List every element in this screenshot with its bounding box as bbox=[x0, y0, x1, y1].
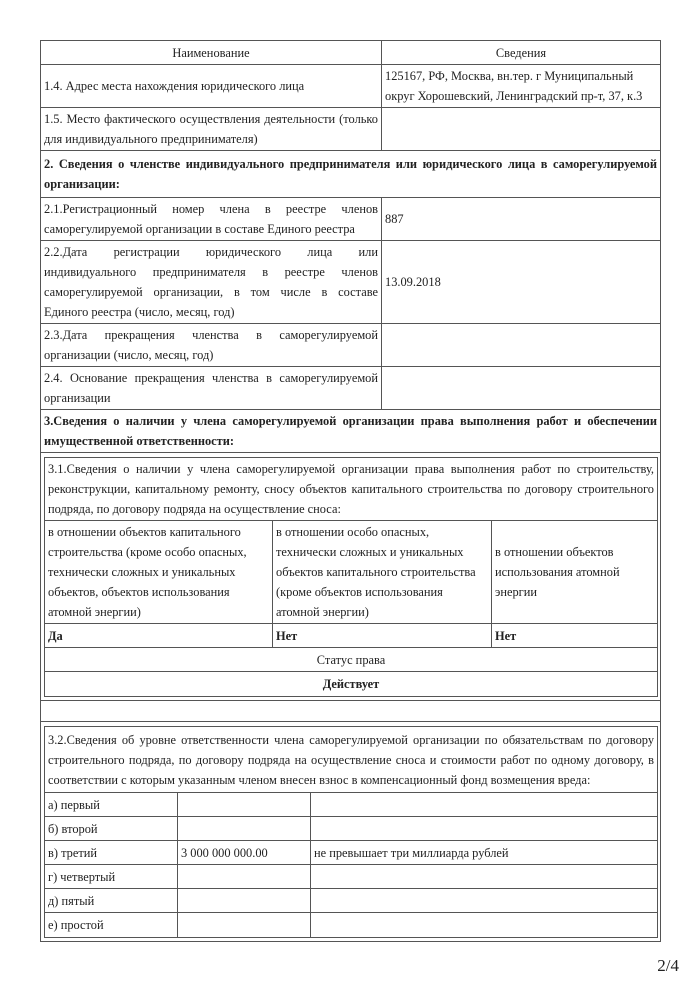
subsection-3-1-row bbox=[41, 453, 661, 701]
table-row bbox=[41, 108, 661, 151]
level-amount: 3 000 000 000.00 bbox=[178, 841, 311, 865]
level-amount bbox=[178, 865, 311, 889]
work-rights-values-row bbox=[45, 624, 657, 648]
level-description bbox=[311, 865, 657, 889]
section-2-title: 2. Сведения о членстве индивидуального предпринимателя или юридического лица в саморегулируемой организации: bbox=[41, 151, 661, 198]
row-label: 1.5. Место фактического осуществления деятельности (только для индивидуального предпринимателя) bbox=[41, 108, 382, 151]
table-row bbox=[41, 324, 661, 367]
level-description: не превышает три миллиарда рублей bbox=[311, 841, 657, 865]
status-label: Статус права bbox=[45, 648, 657, 672]
rights-column-nuclear: в отношении объектов использования атомной энергии bbox=[492, 521, 657, 624]
level-label: в) третий bbox=[45, 841, 178, 865]
subsection-3-1-title: 3.1.Сведения о наличии у члена саморегулируемой организации права выполнения работ по строительству, реконструкции, капитальному ремонту, сносу объектов капитального строительства по договору строительного подряда, по договору подряда на осуществление сноса: bbox=[45, 458, 657, 521]
table-row bbox=[41, 241, 661, 324]
level-amount bbox=[178, 889, 311, 913]
level-description bbox=[311, 913, 657, 937]
table-row bbox=[41, 65, 661, 108]
section-title-row bbox=[41, 410, 661, 453]
level-label: г) четвертый bbox=[45, 865, 178, 889]
row-label: 2.4. Основание прекращения членства в саморегулируемой организации bbox=[41, 367, 382, 410]
table-row bbox=[41, 367, 661, 410]
subsection-3-2-row bbox=[41, 722, 661, 942]
document-page bbox=[40, 40, 660, 942]
level-label: а) первый bbox=[45, 793, 178, 817]
table-header-row bbox=[41, 41, 661, 65]
table-row bbox=[45, 913, 657, 937]
level-description bbox=[311, 793, 657, 817]
work-rights-header-row bbox=[45, 521, 657, 624]
level-amount bbox=[178, 817, 311, 841]
row-value bbox=[382, 367, 661, 410]
table-row bbox=[41, 198, 661, 241]
row-value: 125167, РФ, Москва, вн.тер. г Муниципальный округ Хорошевский, Ленинградский пр-т, 37, к.3 bbox=[382, 65, 661, 108]
level-label: е) простой bbox=[45, 913, 178, 937]
subsection-3-2-title: 3.2.Сведения об уровне ответственности члена саморегулируемой организации по обязательствам по договору строительного подряда, по договору подряда на осуществление сноса и стоимости работ по одному договору, в соответствии с которым указанным членом внесен взнос в компенсационный фонд возмещения вреда: bbox=[45, 727, 657, 793]
spacer-row bbox=[41, 701, 661, 722]
level-amount bbox=[178, 913, 311, 937]
table-row bbox=[45, 793, 657, 817]
column-header-name: Наименование bbox=[41, 41, 382, 65]
section-title-row bbox=[41, 151, 661, 198]
table-row bbox=[45, 889, 657, 913]
status-badge: Действует bbox=[322, 677, 380, 691]
level-description bbox=[311, 817, 657, 841]
work-rights-table bbox=[44, 457, 658, 697]
rights-value-regular: Да bbox=[45, 624, 273, 648]
rights-column-regular: в отношении объектов капитального строительства (кроме особо опасных, технически сложных и уникальных объектов, объектов использования атомной энергии) bbox=[45, 521, 273, 624]
row-label: 2.3.Дата прекращения членства в саморегулируемой организации (число, месяц, год) bbox=[41, 324, 382, 367]
row-label: 1.4. Адрес места нахождения юридического лица bbox=[41, 65, 382, 108]
table-row bbox=[45, 865, 657, 889]
page-number: 2/4 bbox=[657, 956, 679, 975]
table-row bbox=[45, 817, 657, 841]
section-3-title: 3.Сведения о наличии у члена саморегулируемой организации права выполнения работ и обеспечении имущественной ответственности: bbox=[41, 410, 661, 453]
row-label: 2.1.Регистрационный номер члена в реестре членов саморегулируемой организации в составе Единого реестра bbox=[41, 198, 382, 241]
row-value bbox=[382, 324, 661, 367]
level-amount bbox=[178, 793, 311, 817]
level-label: д) пятый bbox=[45, 889, 178, 913]
rights-value-nuclear: Нет bbox=[492, 624, 657, 648]
level-description bbox=[311, 889, 657, 913]
column-header-info: Сведения bbox=[382, 41, 661, 65]
rights-value-hazardous: Нет bbox=[273, 624, 492, 648]
rights-column-hazardous: в отношении особо опасных, технически сложных и уникальных объектов капитального строительства (кроме объектов использования атомной энергии) bbox=[273, 521, 492, 624]
liability-levels-table bbox=[44, 726, 658, 938]
level-label: б) второй bbox=[45, 817, 178, 841]
row-label: 2.2.Дата регистрации юридического лица или индивидуального предпринимателя в реестре членов саморегулируемой организации, в том числе в составе Единого реестра (число, месяц, год) bbox=[41, 241, 382, 324]
row-value: 13.09.2018 bbox=[382, 241, 661, 324]
table-row bbox=[45, 841, 657, 865]
row-value bbox=[382, 108, 661, 151]
registry-extract-table bbox=[40, 40, 661, 942]
row-value: 887 bbox=[382, 198, 661, 241]
